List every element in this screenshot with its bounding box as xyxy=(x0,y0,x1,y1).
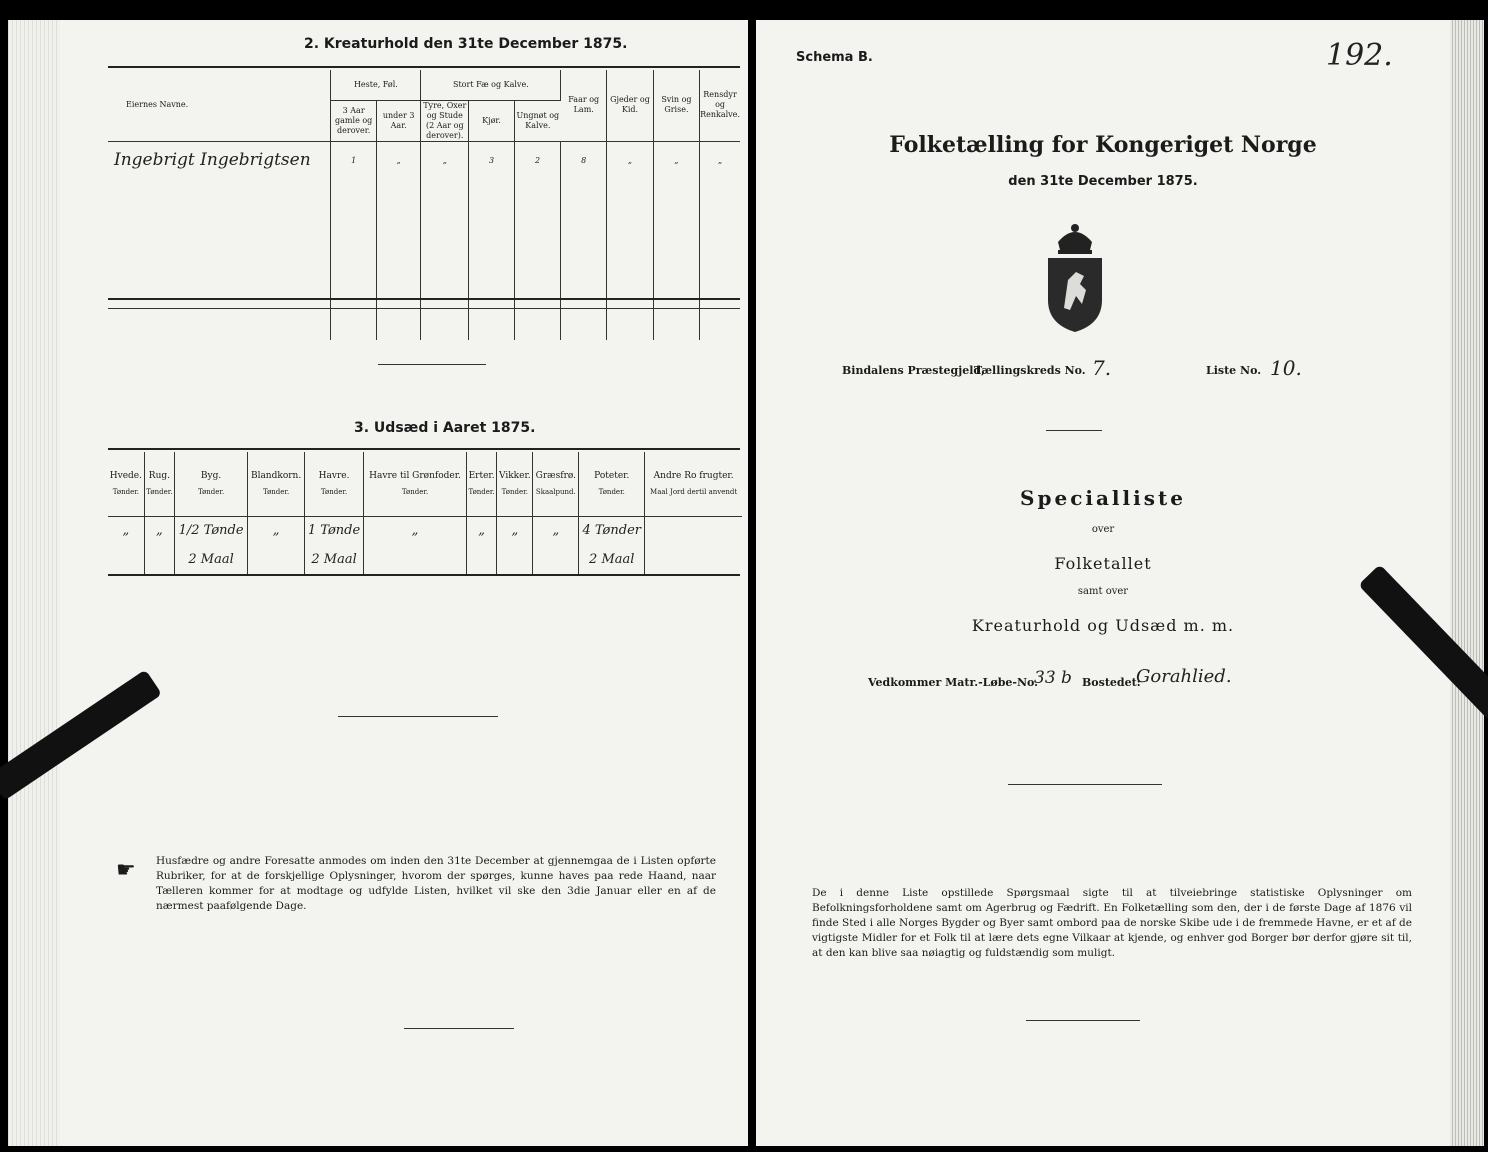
sowing-column-unit: Tønder. xyxy=(112,487,140,496)
sowing-header-cell xyxy=(305,452,364,516)
sowing-value-cell: „ xyxy=(364,516,467,546)
samt-text: samt over xyxy=(1077,586,1129,597)
col-tyre: Tyre, Oxer og Stude (2 Aar og derover). xyxy=(421,100,469,141)
parish-label: Bindalens Præstegjeld, xyxy=(842,364,985,377)
sowing-header-cell xyxy=(248,452,305,516)
livestock-title: 2. Kreaturhold den 31te December 1875. xyxy=(304,36,628,52)
sowing-header-cell xyxy=(579,452,645,516)
sowing-header-cell xyxy=(645,452,742,516)
sowing-column-name: Erter. xyxy=(468,470,495,481)
coat-of-arms-icon xyxy=(1040,220,1110,334)
sowing-value-cell xyxy=(364,546,467,574)
value-cell: 8 xyxy=(561,141,607,181)
sowing-column-name: Havre. xyxy=(318,470,350,481)
sowing-column-name: Rug. xyxy=(148,470,170,481)
sowing-value-cell xyxy=(466,546,496,574)
sowing-value-cell: „ xyxy=(533,516,579,546)
divider xyxy=(108,308,740,309)
sowing-header-cell xyxy=(175,452,248,516)
sowing-column-unit: Maal Jord dertil anvendt xyxy=(650,487,738,496)
owner-cell: Ingebrigt Ingebrigtsen xyxy=(108,141,331,181)
value-cell: „ xyxy=(376,141,420,181)
sowing-value-cell: „ xyxy=(108,516,144,546)
bosted-value: Gorahlied. xyxy=(1136,666,1232,687)
page-edge xyxy=(8,20,60,1146)
folketallet-text: Folketallet xyxy=(1054,554,1152,573)
owner-header: Eiernes Navne. xyxy=(108,70,331,141)
value-cell: 2 xyxy=(514,141,560,181)
list-label: Liste No. xyxy=(1206,364,1262,377)
sowing-header-cell xyxy=(108,452,144,516)
col-heste-old: 3 Aar gamle og derover. xyxy=(331,100,377,141)
sowing-value-cell: 2 Maal xyxy=(305,546,364,574)
sowing-column-name: Andre Ro frugter. xyxy=(653,470,734,481)
matr-label: Vedkommer Matr.-Løbe-No. xyxy=(868,676,1038,689)
special-title: Specialliste xyxy=(1020,486,1186,510)
page-number: 192. xyxy=(1326,38,1393,73)
sowing-column-name: Havre til Grønfoder. xyxy=(369,470,461,481)
sowing-column-name: Vikker. xyxy=(499,470,531,481)
col-gjeder: Gjeder og Kid. xyxy=(607,70,654,141)
sowing-value-cell xyxy=(497,546,533,574)
right-page xyxy=(756,20,1450,1146)
sowing-column-unit: Tønder. xyxy=(468,487,495,496)
left-page xyxy=(8,20,748,1146)
col-faar: Faar og Lam. xyxy=(561,70,607,141)
kreatur-text: Kreaturhold og Udsæd m. m. xyxy=(971,616,1235,635)
value-cell: „ xyxy=(607,141,654,181)
sowing-value-cell: 2 Maal xyxy=(175,546,248,574)
divider xyxy=(338,716,498,717)
col-heste-young: under 3 Aar. xyxy=(376,100,420,141)
sowing-column-unit: Tønder. xyxy=(501,487,528,496)
pointing-hand-icon: ☛ xyxy=(116,858,136,883)
district-label: Tællingskreds No. xyxy=(974,364,1086,377)
divider xyxy=(404,1028,514,1029)
divider xyxy=(1008,784,1162,785)
value-cell: „ xyxy=(717,156,723,166)
sowing-column-unit: Tønder. xyxy=(401,487,429,496)
footer-text: De i denne Liste opstillede Spørgsmaal sigte til at tilveiebringe statistiske Oplysninger om Befolkningsforholdene samt om Agerbrug og Fædrift. En Folketælling som den, der i de første Dage af 1876 vil finde Sted i alle Norges Bygder og Byer samt ombord paa de norske Skibe ude i de fremmede Havne, er et af de vigtigste Midler for et Folk til at lære dets egne Vilkaar at kjende, og enhver god Borger bør derfor gjøre sit til, at den kan blive saa nøiagtig og fuldstændig som muligt. xyxy=(812,887,1412,959)
divider xyxy=(108,66,740,68)
sowing-column-name: Hvede. xyxy=(109,470,142,481)
sowing-column-unit: Tønder. xyxy=(197,487,225,496)
over-text: over xyxy=(1091,524,1115,535)
divider xyxy=(108,574,740,576)
value-cell: 3 xyxy=(469,141,515,181)
sowing-header-cell xyxy=(466,452,496,516)
page-edge xyxy=(1450,20,1484,1146)
divider xyxy=(108,448,740,450)
sowing-table xyxy=(108,452,742,574)
sowing-column-name: Græsfrø. xyxy=(535,470,576,481)
storfe-group: Stort Fæ og Kalve. xyxy=(421,70,561,100)
divider xyxy=(1026,1020,1140,1021)
sowing-value-cell xyxy=(533,546,579,574)
sowing-column-name: Poteter. xyxy=(594,470,630,481)
sowing-column-unit: Tønder. xyxy=(320,487,348,496)
notice-text: Husfædre og andre Foresatte anmodes om inden den 31te December at gjennemgaa de i Listen opførte Rubriker, for at de forskjellige Oplysninger, hvorom der spørges, kunne haves paa rede Haand, naar Tælleren kommer for at modtage og udfylde Listen, hvilket vil ske den 3die Januar eller en af de nærmest paafølgende Dage. xyxy=(156,855,716,912)
sowing-value-cell xyxy=(645,546,742,574)
matr-value: 33 b xyxy=(1034,668,1072,688)
sowing-value-cell: „ xyxy=(144,516,174,546)
value-cell: „ xyxy=(421,141,469,181)
sowing-column-name: Byg. xyxy=(200,470,222,481)
sowing-header-cell xyxy=(364,452,467,516)
date-line: den 31te December 1875. xyxy=(1008,174,1198,189)
divider xyxy=(378,364,486,365)
col-kjor: Kjør. xyxy=(469,100,515,141)
heste-group: Heste, Føl. xyxy=(331,70,421,100)
sowing-header-cell xyxy=(533,452,579,516)
value-cell: 1 xyxy=(331,141,377,181)
sowing-value-cell xyxy=(248,546,305,574)
sowing-title: 3. Udsæd i Aaret 1875. xyxy=(354,420,536,436)
col-rensdyr: Rensdyr og Renkalve. xyxy=(700,90,740,120)
sowing-value-cell xyxy=(144,546,174,574)
sowing-column-unit: Tønder. xyxy=(146,487,173,496)
sowing-value-cell: „ xyxy=(497,516,533,546)
sowing-value-cell: 1/2 Tønde xyxy=(175,516,248,546)
sowing-value-cell: 2 Maal xyxy=(579,546,645,574)
bosted-label: Bostedet: xyxy=(1082,676,1141,689)
sowing-value-cell: „ xyxy=(248,516,305,546)
sowing-column-unit: Tønder. xyxy=(598,487,625,496)
main-title: Folketælling for Kongeriget Norge xyxy=(889,132,1317,158)
divider xyxy=(108,298,740,300)
sowing-header-cell xyxy=(144,452,174,516)
sowing-value-cell xyxy=(108,546,144,574)
list-value: 10. xyxy=(1270,356,1302,380)
sowing-value-cell: 1 Tønde xyxy=(305,516,364,546)
sowing-value-cell: „ xyxy=(466,516,496,546)
sowing-header-cell xyxy=(497,452,533,516)
divider xyxy=(1046,430,1102,431)
schema-label: Schema B. xyxy=(796,50,873,65)
value-cell: „ xyxy=(653,141,699,181)
district-value: 7. xyxy=(1092,356,1112,380)
col-ungnot: Ungnøt og Kalve. xyxy=(516,110,560,130)
sowing-column-unit: Skaalpund. xyxy=(535,487,576,496)
sowing-value-cell: 4 Tønder xyxy=(579,516,645,546)
sowing-value-cell xyxy=(645,516,742,546)
sowing-column-name: Blandkorn. xyxy=(250,470,302,481)
sowing-column-unit: Tønder. xyxy=(262,487,290,496)
col-svin: Svin og Grise. xyxy=(653,70,699,141)
